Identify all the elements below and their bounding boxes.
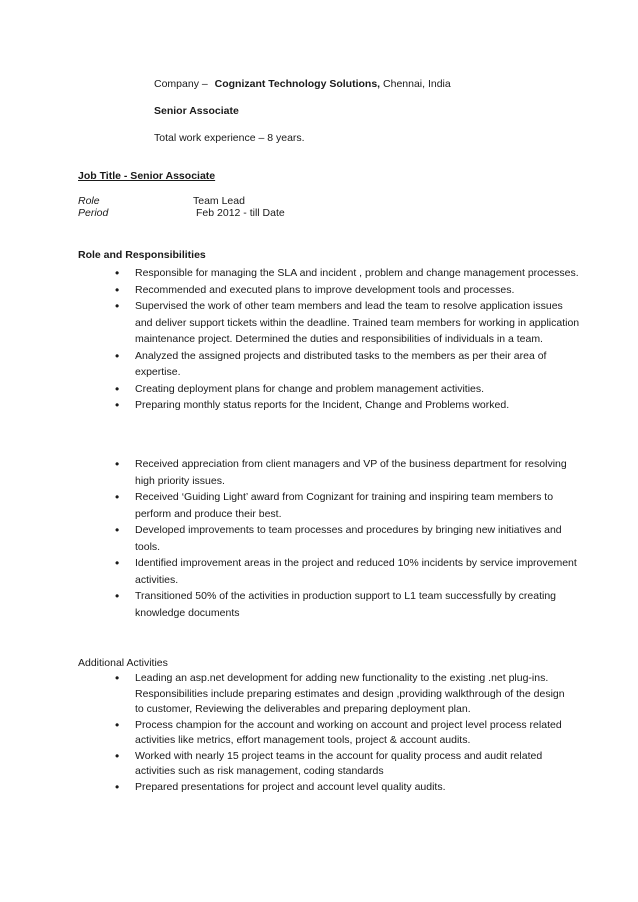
role-label: Role xyxy=(78,195,100,207)
list-item: • Recommended and executed plans to improve development tools and processes. xyxy=(110,282,580,299)
company-location: Chennai, India xyxy=(383,78,451,90)
position-title: Senior Associate xyxy=(154,105,239,117)
list-item: • Prepared presentations for project and account level quality audits. xyxy=(110,780,565,796)
list-item: • Received ‘Guiding Light’ award from Cognizant for training and inspiring team members to perform and produce their best. xyxy=(110,489,580,522)
list-item: • Responsible for managing the SLA and incident , problem and change management processes. xyxy=(110,265,580,282)
list-item: • Worked with nearly 15 project teams in the account for quality process and audit related activities such as risk management, coding standards xyxy=(110,749,565,780)
period-value: Feb 2012 - till Date xyxy=(196,207,285,219)
work-experience: Total work experience – 8 years. xyxy=(154,132,305,144)
list-item: • Transitioned 50% of the activities in production support to L1 team successfully by creating knowledge documents xyxy=(110,588,580,621)
company-name: Cognizant Technology Solutions, xyxy=(214,78,381,90)
job-title-heading: Job Title - Senior Associate xyxy=(78,170,216,182)
responsibilities-list xyxy=(110,265,580,414)
additional-list xyxy=(110,671,565,795)
achievements-list xyxy=(110,456,580,621)
company-line xyxy=(154,78,451,90)
period-label: Period xyxy=(78,207,109,219)
list-item: • Received appreciation from client managers and VP of the business department for resolving high priority issues. xyxy=(110,456,580,489)
list-item: • Preparing monthly status reports for the Incident, Change and Problems worked. xyxy=(110,397,580,414)
responsibilities-heading: Role and Responsibilities xyxy=(78,249,206,261)
list-item: • Analyzed the assigned projects and distributed tasks to the members as per their area of expertise. xyxy=(110,348,580,381)
additional-heading: Additional Activities xyxy=(78,657,168,669)
list-item: • Developed improvements to team processes and procedures by bringing new initiatives and tools. xyxy=(110,522,580,555)
role-value: Team Lead xyxy=(193,195,245,207)
list-item: • Leading an asp.net development for adding new functionality to the existing .net plug-ins. Responsibilities include preparing estimates and design ,providing walkthrough of the design to customer, Reviewing the deliverables and preparing deployment plan. xyxy=(110,671,565,718)
list-item: • Supervised the work of other team members and lead the team to resolve application issues and deliver support tickets within the deadline. Trained team members for working in application maintenance project. Determined the duties and responsibilities of individuals in a team. xyxy=(110,298,580,348)
company-prefix: Company – xyxy=(154,78,208,90)
list-item: • Process champion for the account and working on account and project level process related activities like metrics, effort management tools, project & account audits. xyxy=(110,718,565,749)
list-item: • Creating deployment plans for change and problem management activities. xyxy=(110,381,580,398)
list-item: • Identified improvement areas in the project and reduced 10% incidents by service improvement activities. xyxy=(110,555,580,588)
